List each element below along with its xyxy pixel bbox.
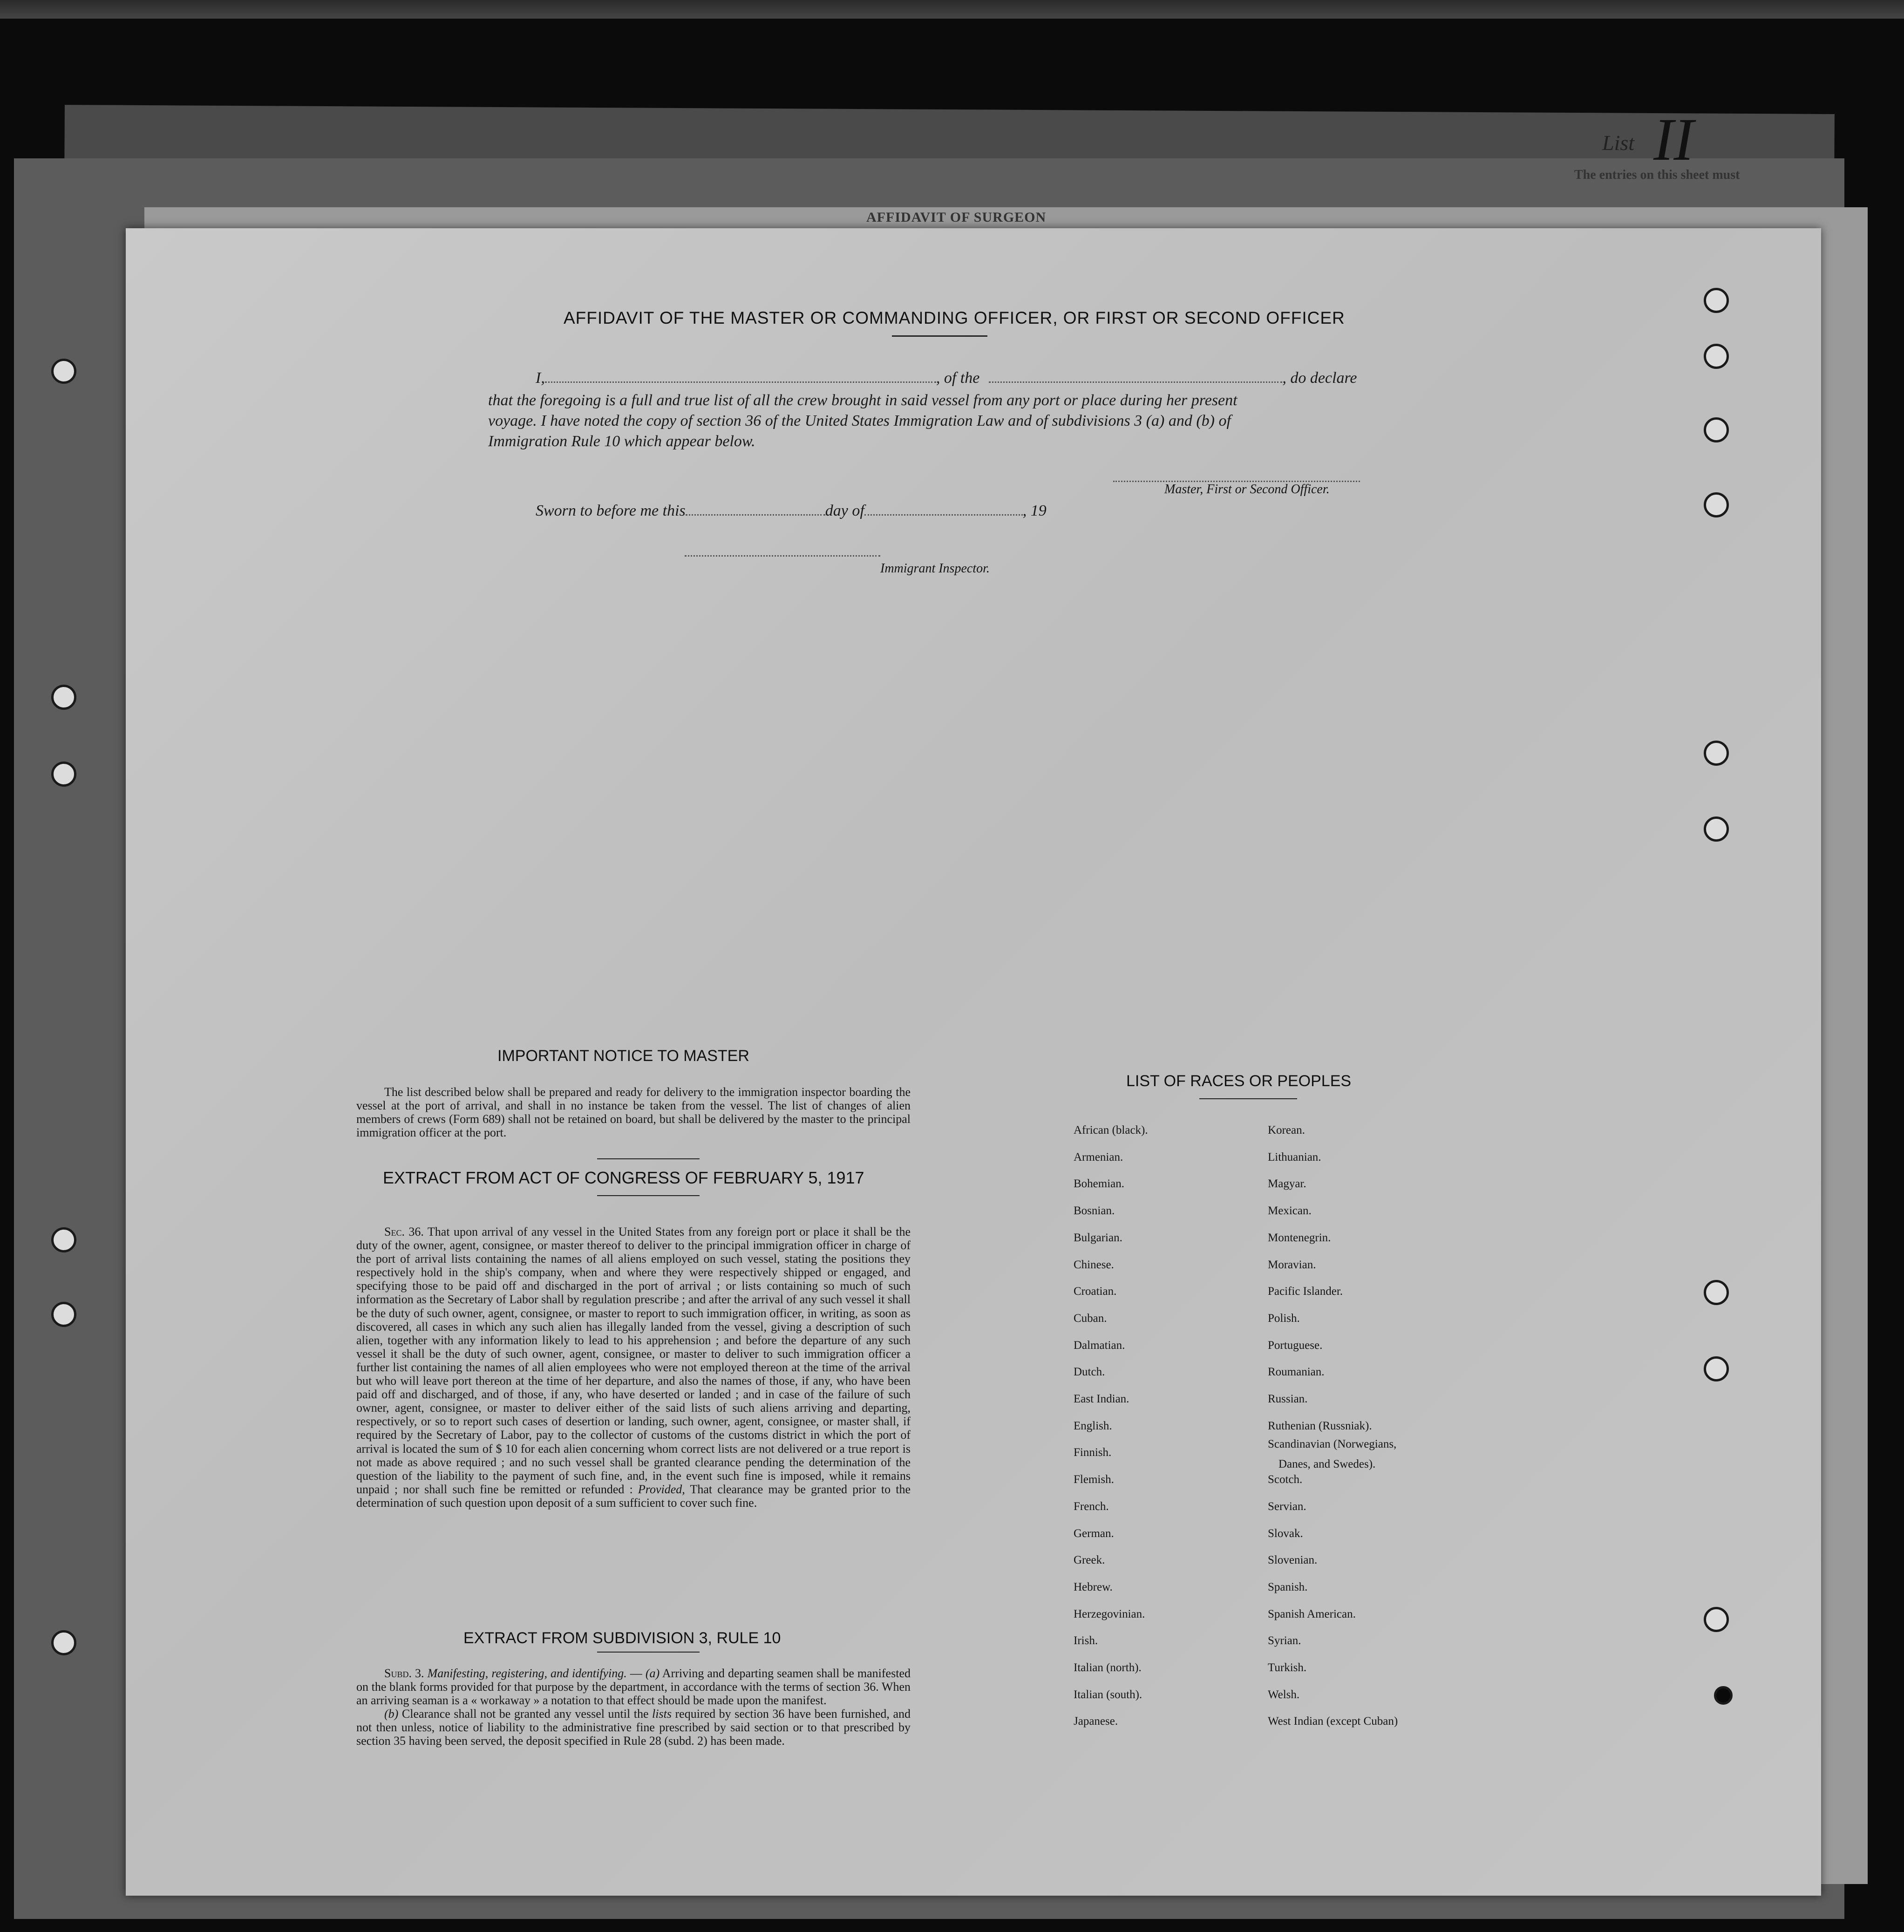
- affidavit-declare: , do declare: [1282, 369, 1357, 387]
- punch-hole: [1704, 1280, 1729, 1305]
- race-item: Welsh.: [1268, 1688, 1300, 1701]
- officer-signature-label: Master, First or Second Officer.: [1164, 482, 1330, 497]
- divider: [892, 335, 987, 337]
- para-b-text-1: Clearance shall not be granted any vessel until the: [401, 1707, 649, 1721]
- race-item: Lithuanian.: [1268, 1150, 1321, 1163]
- divider: [597, 1158, 700, 1159]
- race-item: Armenian.: [1074, 1150, 1123, 1163]
- race-item: Danes, and Swedes).: [1278, 1458, 1376, 1470]
- races-title: LIST OF RACES OR PEOPLES: [1126, 1072, 1352, 1090]
- race-item: Spanish American.: [1268, 1607, 1356, 1620]
- race-item: Pacific Islander.: [1268, 1285, 1343, 1298]
- race-item: Roumanian.: [1268, 1366, 1325, 1379]
- sworn-year: , 19: [1022, 502, 1047, 519]
- punch-hole: [1704, 1607, 1729, 1632]
- provided-term: Provided,: [638, 1482, 685, 1496]
- inspector-signature-label: Immigrant Inspector.: [880, 561, 990, 576]
- race-item: Moravian.: [1268, 1258, 1316, 1271]
- sworn-line: [536, 501, 1047, 521]
- race-item: Italian (south).: [1074, 1688, 1142, 1701]
- race-item: Syrian.: [1268, 1634, 1301, 1647]
- punch-hole: [51, 1630, 76, 1655]
- list-number: II: [1653, 106, 1694, 173]
- race-item: Slovak.: [1268, 1527, 1303, 1540]
- race-item: Bohemian.: [1074, 1177, 1125, 1190]
- race-item: Herzegovinian.: [1074, 1607, 1145, 1620]
- act-extract-text: [356, 1225, 911, 1510]
- affidavit-of-the: , of the: [936, 369, 980, 387]
- race-item: Chinese.: [1074, 1258, 1114, 1271]
- race-item: Scotch.: [1268, 1473, 1303, 1486]
- punch-hole: [1704, 344, 1729, 369]
- race-item: Bosnian.: [1074, 1204, 1115, 1218]
- race-item: Croatian.: [1074, 1285, 1117, 1298]
- race-item: German.: [1074, 1527, 1114, 1540]
- section-36-text: That upon arrival of any vessel in the United States from any foreign port or place it shall be the duty of the owner, agent, consignee, or master thereof to deliver to the principal immigration officer in charge of the port of arrival lists containing the names of all aliens employed on such vessel, stating the positions they respectively hold in the ship's company, when and where they were respectively shipped or engaged, and specifying those to be paid off and discharged in the port of arrival ; or lists containing so much of such information as the Secretary of Labor shall by regulation prescribe ; and after the arrival of any such vessel it shall be the duty of such owner, agent, consignee, or master to report to such immigration officer, in writing, as soon as discovered, all cases in which any such alien has illegally landed from the vessel, giving a description of such alien, together with any information likely to lead to his apprehension ; and before the departure of any such vessel it shall be the duty of such owner, agent, consignee, or master to deliver to such immigration officer a further list containing the names of all alien employees who were not employed thereon at the time of the arrival but who will leave port thereon at the time of her departure, and also the names of those, if any, who have been paid off and discharged, and of those, if any, who have deserted or landed ; and in case of the failure of such owner, agent, consignee, or master to deliver either of the said lists of such aliens arriving and departing, respectively, or so to report such cases of desertion or landing, such owner, agent, consignee, or master shall, if required by the Secretary of Labor, pay to the collector of customs of the customs district in which the port of arrival is located the sum of $ 10 for each alien concerning whom correct lists are not delivered or a true report is not made as above required ; and no such vessel shall be granted clearance pending the determination of the question of the liability to the payment of such fine, and, in the event such fine is imposed, while it remains unpaid ; nor shall such fine be remitted or refunded :: [356, 1225, 911, 1496]
- affidavit-i: I,: [536, 369, 545, 387]
- punch-hole: [51, 762, 76, 787]
- para-a-text: Arriving and departing seamen shall be manifested on the blank forms provided for that purpose by the department, in accordance with the terms of section 36. When an arriving seaman is a « workaway » a notation to that effect should be made upon the manifest.: [356, 1667, 911, 1708]
- race-item: Mexican.: [1268, 1204, 1312, 1218]
- para-b-text-2: required by section 36 have been furnished, and not then unless, notice of liability to the administrative fine prescribed by said section or to that prescribed by section 35 having been served, the deposit specified in Rule 28 (subd. 2) has been made.: [356, 1707, 911, 1748]
- affidavit-line-2: that the foregoing is a full and true list of all the crew brought in said vessel from any port or place during her present: [488, 392, 1238, 409]
- rule-extract-text: Subd. 3. Manifesting, registering, and identifying. — (a) Arriving and departing seamen shall be manifested on the blank forms provided for that purpose by the department, in accordance with the terms of section 36. When an arriving seaman is a « workaway » a notation to that effect should be made upon the manifest. (b) Clearance shall not be granted any vessel until the lists required by section 36 have been furnished, and not then unless, notice of liability to the administrative fine prescribed by said section or to that prescribed by section 35 having been served, the deposit specified in Rule 28 (subd. 2) has been made.: [356, 1667, 911, 1748]
- para-a-label: (a): [645, 1667, 660, 1680]
- race-item: Montenegrin.: [1268, 1231, 1331, 1244]
- scanner-edge: [0, 0, 1904, 19]
- list-label: List: [1602, 131, 1635, 155]
- divider: [597, 1652, 700, 1653]
- section-label: Sec. 36.: [384, 1225, 424, 1238]
- list-note: The entries on this sheet must: [1574, 168, 1740, 182]
- para-b-label: (b): [384, 1707, 399, 1721]
- race-item: Greek.: [1074, 1554, 1105, 1567]
- punch-hole: [1704, 288, 1729, 313]
- race-item: Hebrew.: [1074, 1580, 1113, 1593]
- affidavit-title: AFFIDAVIT OF THE MASTER OR COMMANDING OFFICER, OR FIRST OR SECOND OFFICER: [564, 308, 1345, 327]
- sworn-day-of: day of: [825, 502, 864, 519]
- race-item: French.: [1074, 1500, 1109, 1513]
- punch-hole: [51, 1227, 76, 1252]
- notice-title: IMPORTANT NOTICE TO MASTER: [497, 1047, 749, 1065]
- punch-hole: [1704, 492, 1729, 517]
- race-item: Portuguese.: [1268, 1339, 1323, 1352]
- sworn-prefix: Sworn to before me this: [536, 502, 686, 519]
- race-item: Spanish.: [1268, 1580, 1308, 1593]
- punch-hole: [1704, 741, 1729, 766]
- race-item: Flemish.: [1074, 1473, 1114, 1486]
- race-item: Dalmatian.: [1074, 1339, 1125, 1352]
- race-item: Polish.: [1268, 1312, 1300, 1325]
- race-item: Cuban.: [1074, 1312, 1107, 1325]
- notice-body: The list described below shall be prepared and ready for delivery to the immigration inspector boarding the vessel at the port of arrival, and shall in no instance be taken from the vessel. The list of changes of alien members of crews (Form 689) shall not be retained on board, but shall be delivered by the master to the principal immigration officer at the port.: [356, 1085, 911, 1140]
- month-blank[interactable]: [864, 514, 1023, 516]
- race-item: Magyar.: [1268, 1177, 1306, 1190]
- punch-hole: [51, 359, 76, 384]
- rule-extract-title: EXTRACT FROM SUBDIVISION 3, RULE 10: [463, 1629, 781, 1647]
- inspector-signature-line[interactable]: [685, 555, 880, 557]
- race-item: Finnish.: [1074, 1446, 1112, 1459]
- affidavit-line-1: [536, 368, 1357, 388]
- race-item: East Indian.: [1074, 1393, 1129, 1405]
- act-extract-title: EXTRACT FROM ACT OF CONGRESS OF FEBRUARY 5, 1917: [383, 1168, 864, 1187]
- race-item: Russian.: [1268, 1393, 1308, 1405]
- affidavit-line-3: voyage. I have noted the copy of section 36 of the United States Immigration Law and of subdivisions 3 (a) and (b) of: [488, 412, 1231, 429]
- race-item: Slovenian.: [1268, 1554, 1318, 1567]
- race-item: Italian (north).: [1074, 1661, 1142, 1674]
- race-item: African (black).: [1074, 1124, 1148, 1136]
- vessel-blank[interactable]: [989, 381, 1282, 383]
- divider: [1199, 1098, 1297, 1099]
- affidavit-line-4: Immigration Rule 10 which appear below.: [488, 433, 755, 450]
- race-item: Japanese.: [1074, 1715, 1118, 1728]
- punch-hole: [1704, 417, 1729, 442]
- punch-hole: [51, 685, 76, 710]
- race-item: Dutch.: [1074, 1366, 1105, 1379]
- para-b-lists: lists: [652, 1707, 672, 1721]
- punch-hole: [51, 1302, 76, 1327]
- notice-text: [356, 1085, 911, 1139]
- punch-hole: [1704, 1356, 1729, 1381]
- name-blank[interactable]: [545, 381, 936, 383]
- race-item: English.: [1074, 1419, 1112, 1432]
- race-item: West Indian (except Cuban): [1268, 1715, 1398, 1728]
- section-36-proviso: That clearance may be granted prior to the determination of such question upon deposit of a sum sufficient to cover such fine.: [356, 1482, 911, 1510]
- race-item: Turkish.: [1268, 1661, 1307, 1674]
- punch-hole: [1714, 1686, 1733, 1705]
- subd-heading: Manifesting, registering, and identifying.: [427, 1667, 627, 1680]
- race-item: Scandinavian (Norwegians,: [1268, 1438, 1397, 1451]
- surgeon-heading: AFFIDAVIT OF SURGEON: [866, 210, 1047, 225]
- race-item: Irish.: [1074, 1634, 1098, 1647]
- race-item: Ruthenian (Russniak).: [1268, 1419, 1372, 1432]
- race-item: Korean.: [1268, 1124, 1305, 1136]
- divider: [597, 1195, 700, 1196]
- race-item: Servian.: [1268, 1500, 1306, 1513]
- day-blank[interactable]: [686, 514, 825, 516]
- document-sheet: [126, 228, 1821, 1896]
- punch-hole: [1704, 816, 1729, 842]
- subd-label: Subd. 3.: [384, 1667, 424, 1680]
- race-item: Bulgarian.: [1074, 1231, 1122, 1244]
